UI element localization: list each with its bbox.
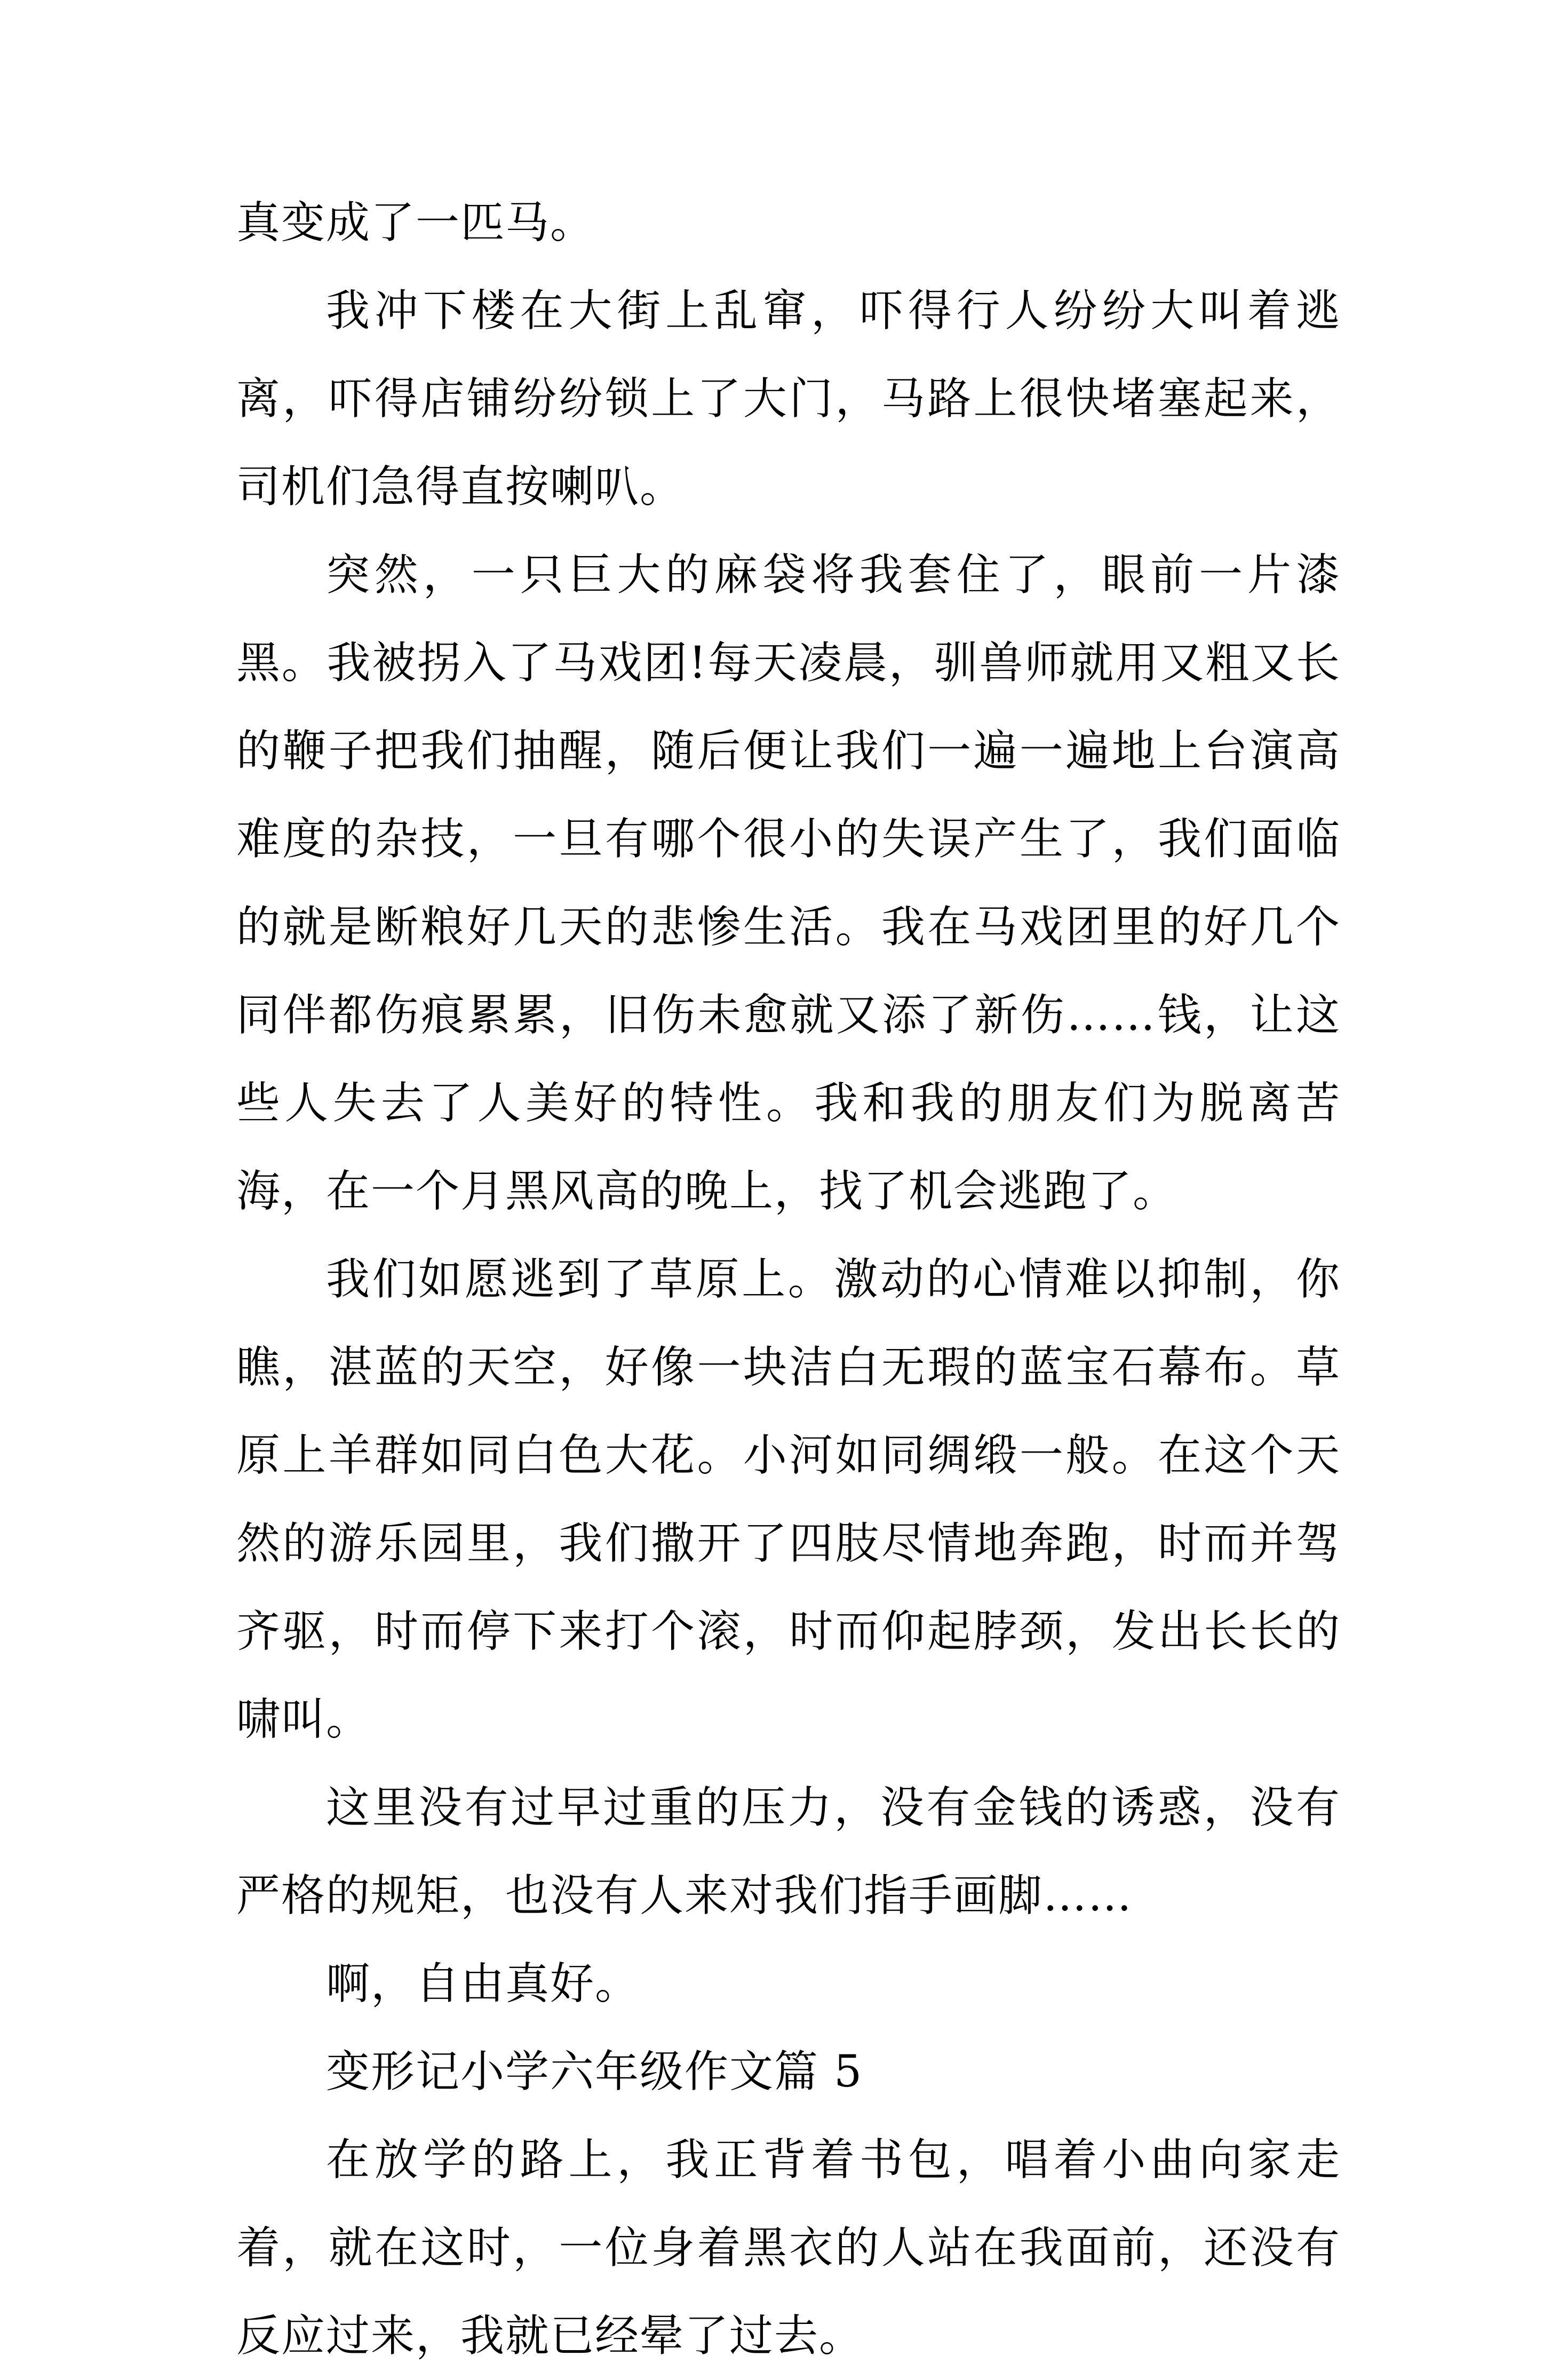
paragraph-6: 啊，自由真好。: [326, 1958, 640, 2009]
paragraph-7: 在放学的路上，我正背着书包，唱着小曲向家走着，就在这时，一位身着黑衣的人站在我面前，还没有反应过来，我就已经晕了过去。: [236, 2135, 1341, 2361]
paragraph-4: 我们如愿逃到了草原上。激动的心情难以抑制，你瞧，湛蓝的天空，好像一块洁白无瑕的蓝宝石幕布。草原上羊群如同白色大花。小河如同绸缎一般。在这个天然的游乐园里，我们撒开了四肢尽情地奔跑，时而并驾齐驱，时而停下来打个滚，时而仰起脖颈，发出长长的啸叫。: [236, 1254, 1341, 1745]
paragraph-5: 这里没有过早过重的压力，没有金钱的诱惑，没有严格的规矩，也没有人来对我们指手画脚……: [236, 1782, 1341, 1921]
paragraph-1: 真变成了一匹马。: [236, 197, 595, 248]
section-heading: 变形记小学六年级作文篇 5: [326, 2046, 863, 2097]
paragraph-2: 我冲下楼在大街上乱窜，吓得行人纷纷大叫着逃离，吓得店铺纷纷锁上了大门，马路上很快堵塞起来，司机们急得直按喇叭。: [236, 285, 1341, 512]
paragraph-3: 突然，一只巨大的麻袋将我套住了，眼前一片漆黑。我被拐入了马戏团!每天凌晨，驯兽师就用又粗又长的鞭子把我们抽醒，随后便让我们一遍一遍地上台演高难度的杂技，一旦有哪个很小的失误产生了，我们面临的就是断粮好几天的悲惨生活。我在马戏团里的好几个同伴都伤痕累累，旧伤未愈就又添了新伤……钱，让这些人失去了人美好的特性。我和我的朋友们为脱离苦海，在一个月黑风高的晚上，找了机会逃跑了。: [236, 550, 1341, 1217]
document-body: [236, 179, 1341, 2380]
